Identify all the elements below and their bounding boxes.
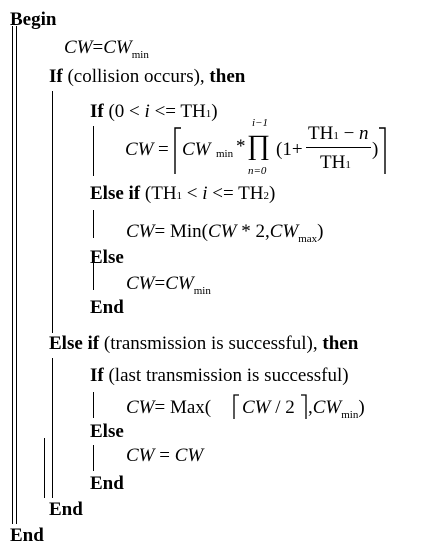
range1-i: i (144, 101, 150, 122)
f4-ceil-open (232, 394, 240, 420)
range1-close: ) (211, 101, 218, 122)
f1-fraction-bar (306, 147, 371, 148)
else-keyword-2: Else (90, 421, 124, 442)
if-collision-block-line (52, 91, 53, 333)
f2-fn: Min( (169, 221, 208, 242)
f1-fraction-num (308, 124, 369, 143)
f1-den-sub: 1 (345, 159, 351, 171)
f2-sub: max (298, 233, 318, 245)
f2-arg2: CW (269, 221, 299, 242)
if-keyword: If (49, 66, 63, 87)
f4-arg1: CW (242, 397, 271, 418)
else-if-range2-bar (93, 210, 94, 238)
range2-tail: <= TH (212, 183, 264, 204)
formula3 (126, 273, 211, 297)
formula4 (126, 398, 211, 417)
range2-i: i (202, 183, 208, 204)
then-keyword: then (209, 66, 246, 87)
init-eq: = (92, 37, 104, 58)
outer-block-line (12, 26, 13, 524)
range1-open: (0 < (108, 101, 140, 122)
else-if-range2-line (90, 184, 275, 203)
if-collision-line (49, 67, 245, 86)
f2-arg1-tail: * 2, (236, 221, 270, 242)
f5-eq: = (154, 445, 175, 466)
f4-arg2: CW (312, 397, 342, 418)
success-condition: (transmission is successful), (103, 333, 318, 354)
f1-den: TH (320, 152, 346, 173)
f1-prod: ∏ (247, 130, 271, 161)
outer-block-line-2 (16, 26, 17, 524)
collision-condition: (collision occurs), (67, 66, 205, 87)
f2-close: ) (317, 221, 324, 242)
f1-left-bracket (172, 127, 182, 175)
f1-close: ) (372, 139, 379, 160)
f4-lhs: CW (126, 397, 155, 418)
f2-eq: = (154, 221, 166, 242)
begin-keyword: Begin (10, 9, 57, 30)
else-if-success-block-line-2 (44, 438, 45, 498)
f4-args (242, 398, 295, 417)
else-if-keyword-2: Else if (49, 333, 100, 354)
range2-close: ) (268, 183, 276, 204)
f1-open: (1+ (276, 139, 303, 160)
f1-star: * (236, 136, 246, 157)
f3-sub: min (193, 285, 211, 297)
f4-comma: , (308, 397, 313, 418)
end-keyword-inner-2: End (90, 473, 124, 494)
last-condition: (last transmission is successful) (108, 365, 349, 386)
formula5 (126, 446, 203, 465)
else-if-keyword: Else if (90, 183, 141, 204)
f1-num-n: n (359, 123, 369, 144)
f1-num: TH (308, 123, 334, 144)
f4-sub: min (341, 409, 359, 421)
f5-lhs: CW (126, 445, 155, 466)
f3-rhs: CW (165, 273, 194, 294)
range1-sub: 1 (205, 108, 212, 120)
if-keyword-2: If (90, 101, 104, 122)
if-keyword-3: If (90, 365, 104, 386)
f1-cw: CW (182, 139, 211, 160)
range2-mid: < (182, 183, 198, 204)
init-lhs: CW (64, 37, 93, 58)
f1-lower: n=0 (248, 165, 267, 177)
f3-eq: = (154, 273, 166, 294)
end-keyword-middle: End (49, 499, 83, 520)
if-range1-line (90, 102, 218, 121)
range2-open: (TH (144, 183, 177, 204)
else-if-success-block-line (52, 358, 53, 498)
f4-ceil-close (300, 394, 308, 420)
else-last-bar (93, 445, 94, 471)
end-keyword-outer: End (10, 525, 44, 546)
range1-tail: <= TH (154, 101, 206, 122)
f1-fraction-den (320, 153, 351, 172)
if-range1-bar (93, 126, 94, 176)
else-if-success-line (49, 334, 358, 353)
f2-arg1: CW (207, 221, 237, 242)
range2-sub1: 1 (176, 190, 183, 202)
f4-fn: Max( (169, 397, 212, 418)
end-keyword-inner: End (90, 297, 124, 318)
f1-eq: = (158, 139, 169, 160)
f4-eq: = (154, 397, 166, 418)
f1-num-sub: 1 (333, 130, 339, 142)
f5-rhs: CW (174, 445, 204, 466)
init-sub: min (131, 49, 149, 61)
init-statement (64, 37, 149, 61)
f1-right-bracket (378, 127, 388, 175)
if-last-bar (93, 392, 94, 418)
f4-arg1-tail: / 2 (270, 397, 295, 418)
f4-tail (308, 397, 365, 421)
f1-lhs: CW (125, 139, 154, 160)
f1-num-minus: − (338, 123, 360, 144)
f1-upper: i−1 (252, 117, 268, 129)
f4-close: ) (358, 397, 365, 418)
init-rhs: CW (103, 37, 132, 58)
f3-lhs: CW (126, 273, 155, 294)
if-last-line (90, 366, 349, 385)
then-keyword-2: then (322, 333, 359, 354)
f2-lhs: CW (126, 221, 155, 242)
f1-sub: min (216, 148, 234, 160)
range2-sub2: 2 (263, 190, 269, 202)
formula2 (126, 221, 324, 245)
else-keyword: Else (90, 247, 124, 268)
